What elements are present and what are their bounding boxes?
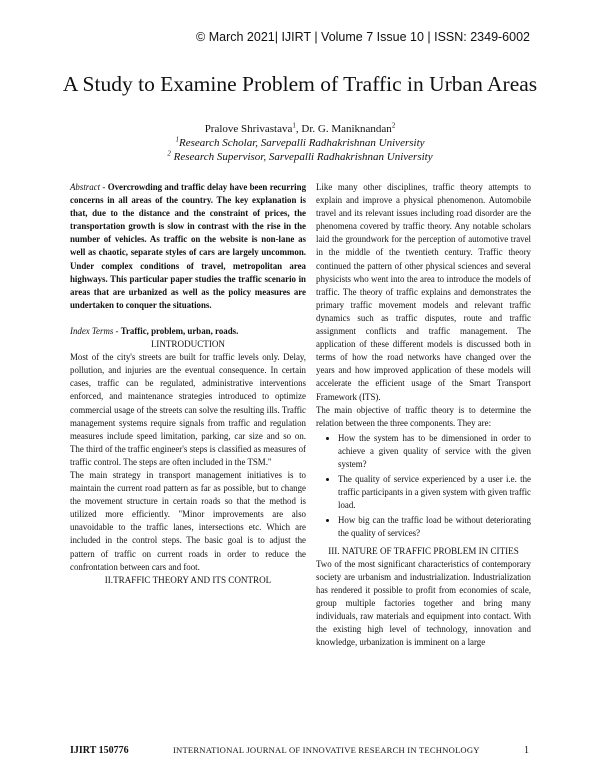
affiliation-text: Research Supervisor, Sarvepalli Radhakrishnan University (170, 151, 433, 163)
abstract (70, 181, 306, 312)
author-name: Dr. G. Maniknandan (301, 123, 392, 135)
index-terms-label: Index Terms - (70, 325, 121, 336)
author-superscript: 2 (391, 121, 396, 130)
footer-journal-name: INTERNATIONAL JOURNAL OF INNOVATIVE RESEARCH IN TECHNOLOGY (173, 745, 480, 755)
section-heading-introduction: I.INTRODUCTION (150, 339, 225, 350)
footer-page-number: 1 (524, 745, 529, 756)
paragraph: Most of the city's streets are built for traffic levels only. Delay, pollution, and injuries are the eventual consequence. In certain cases, traffic can be regulated, administrative interventions enforced, and maintenance strategies introduced to optimize commercial usage of the streets can solve the resulting ills. Traffic management systems require signals from traffic and regulation measures include speed limitation, parking, car size and so on. The third of the traffic engineer's steps is classified as measures of traffic control. The steps are often included in the TSM." (70, 352, 306, 467)
affiliation (0, 136, 600, 150)
affiliation (0, 150, 600, 164)
author-separator: , (295, 123, 302, 135)
section-heading-nature-of-traffic: III. NATURE OF TRAFFIC PROBLEM IN CITIES (328, 545, 519, 556)
affiliation-superscript: 2 (167, 149, 171, 158)
list-item: • The quality of service experienced by a user i.e. the traffic participants in a given system with given traffic load. (338, 473, 531, 512)
paragraph: The main strategy in transport management initiatives is to maintain the current road pattern as far as possible, but to change the movement structure in certain roads so that the method is utilized more efficiently. "Minor improvements are also unavoidable to the traffic lanes, intersections etc. Which are included in the control steps. The basic goal is to adjust the pattern of traffic on current roads in order to reduce the confrontation between cars and foot. (70, 469, 306, 572)
author-name: Pralove Shrivastava (204, 123, 293, 135)
paragraph: Two of the most significant characteristics of contemporary society are urbanism and industrialization. Industrialization has rendered it possible to profit from economies of scale, group multiple factories together and bring many individuals, raw materials and equipment into contact. With the existing high level of technology, innovation and knowledge, urbanization is imminent on a large (316, 558, 531, 648)
abstract-text: Overcrowding and traffic delay have been recurring concerns in all areas of the country. The key explanation is that, due to the distance and the constraint of prices, the transportation growth is slow in contrast with the rise in the number of vehicles. As traffic on the website is non-lane as well as chaotic, separate styles of cars are largely uncommon. Under complex conditions of travel, metropolitan area highways. This particular paper studies the traffic scenario in areas that are urbanized as well as the policy measures are undertaken to conquer the situations. (70, 182, 307, 310)
journal-citation-header: © March 2021| IJIRT | Volume 7 Issue 10 | ISSN: 2349-6002 (196, 30, 530, 44)
list-item: • How the system has to be dimensioned in order to achieve a given quality of service with the given system? (338, 432, 531, 471)
affiliation-text: Research Scholar, Sarvepalli Radhakrishnan University (178, 137, 425, 149)
left-column (70, 181, 306, 587)
paragraph: Like many other disciplines, traffic theory attempts to explain and improve a physical phenomenon. Automobile travel and its relevant issues including road disorder are the phenomena covered by traffic theory. Any notable scholars laid the groundwork for the perception of automotive travel in the middle of the twentieth century. Traffic theory continued the pattern of other physical sciences and several physicists who went into the area to introduce the models of traffic. The theory of traffic explains and demonstrates the primary traffic movement models and relevant traffic dynamics such as traffic disputes, route and traffic assignment conflicts and traffic management. The application of these different models is discussed both in terms of how the road networks have changed over the years and how improved application of these models will accelerate the efficient usage of the Smart Transport Framework (ITS). (316, 182, 531, 402)
paragraph: The main objective of traffic theory is to determine the relation between the three components. They are: (316, 404, 531, 428)
author-superscript: 1 (292, 121, 296, 130)
author-names (0, 122, 600, 136)
list-item: • How big can the traffic load be without deteriorating the quality of services? (338, 514, 531, 540)
index-terms-text: Traffic, problem, urban, roads. (120, 325, 239, 336)
affiliation-superscript: 1 (175, 135, 179, 144)
author-block (0, 122, 600, 164)
paper-title: A Study to Examine Problem of Traffic in Urban Areas (62, 72, 538, 96)
bullet-list (316, 432, 531, 541)
footer-paper-id: IJIRT 150776 (70, 745, 129, 756)
section-heading-traffic-theory: II.TRAFFIC THEORY AND ITS CONTROL (104, 574, 272, 585)
abstract-label: Abstract - (70, 182, 108, 192)
index-terms (70, 325, 306, 338)
right-column (316, 181, 531, 649)
